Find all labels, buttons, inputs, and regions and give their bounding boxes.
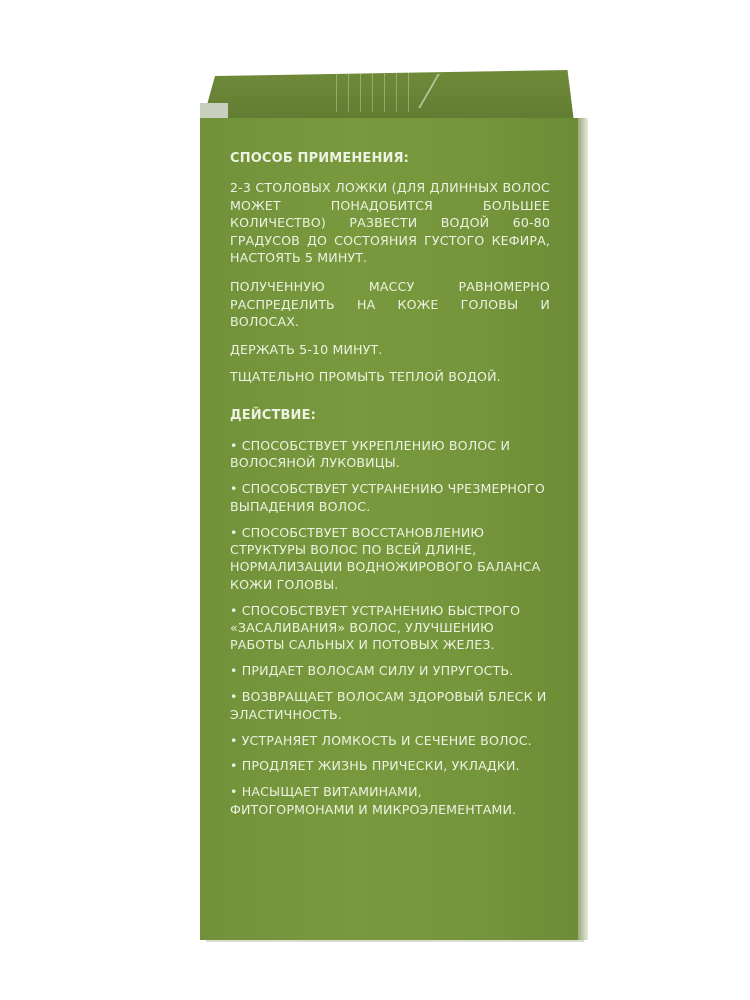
action-bullet: • ПРОДЛЯЕТ ЖИЗНЬ ПРИЧЕСКИ, УКЛАДКИ. (230, 758, 520, 774)
usage-paragraph: ДЕРЖАТЬ 5-10 МИНУТ. (230, 341, 383, 357)
action-bullet: • СПОСОБСТВУЕТ УСТРАНЕНИЮ ЧРЕЗМЕРНОГО ВЫПАДЕНИЯ ВОЛОС. (230, 481, 545, 514)
usage-paragraph: 2-3 СТОЛОВЫХ ЛОЖКИ (ДЛЯ ДЛИННЫХ ВОЛОС МОЖЕТ ПОНАДОБИТСЯ БОЛЬШЕЕ КОЛИЧЕСТВО) РАЗВЕСТИ ВОДОЙ 60-80 ГРАДУСОВ ДО СОСТОЯНИЯ ГУСТОГО КЕФИРА, НАСТОЯТЬ 5 МИНУТ. (230, 180, 550, 266)
usage-paragraph: ПОЛУЧЕННУЮ МАССУ РАВНОМЕРНО РАСПРЕДЕЛИТЬ НА КОЖЕ ГОЛОВЫ И ВОЛОСАХ. (230, 279, 550, 330)
action-bullet: • НАСЫЩАЕТ ВИТАМИНАМИ, ФИТОГОРМОНАМИ И МИКРОЭЛЕМЕНТАМИ. (230, 784, 517, 817)
action-bullet: • УСТРАНЯЕТ ЛОМКОСТЬ И СЕЧЕНИЕ ВОЛОС. (230, 732, 532, 748)
action-heading: ДЕЙСТВИЕ: (230, 408, 316, 424)
action-bullet: • СПОСОБСТВУЕТ УСТРАНЕНИЮ БЫСТРОГО «ЗАСАЛИВАНИЯ» ВОЛОС, УЛУЧШЕНИЮ РАБОТЫ САЛЬНЫХ И ПОТОВЫХ ЖЕЛЕЗ. (230, 602, 521, 653)
action-bullet: • СПОСОБСТВУЕТ УКРЕПЛЕНИЮ ВОЛОС И ВОЛОСЯНОЙ ЛУКОВИЦЫ. (230, 437, 511, 471)
action-bullet: • ВОЗВРАЩАЕТ ВОЛОСАМ ЗДОРОВЫЙ БЛЕСК И ЭЛАСТИЧНОСТЬ. (230, 689, 547, 722)
action-bullet: • ПРИДАЕТ ВОЛОСАМ СИЛУ И УПРУГОСТЬ. (230, 663, 514, 679)
usage-heading: СПОСОБ ПРИМЕНЕНИЯ: (230, 151, 410, 166)
instructions-text (230, 150, 550, 827)
usage-paragraph: ТЩАТЕЛЬНО ПРОМЫТЬ ТЕПЛОЙ ВОДОЙ. (230, 369, 501, 385)
action-bullet: • СПОСОБСТВУЕТ ВОССТАНОВЛЕНИЮ СТРУКТУРЫ ВОЛОС ПО ВСЕЙ ДЛИНЕ, НОРМАЛИЗАЦИИ ВОДНОЖИРОВОГО БАЛАНСА КОЖИ ГОЛОВЫ. (230, 524, 541, 592)
